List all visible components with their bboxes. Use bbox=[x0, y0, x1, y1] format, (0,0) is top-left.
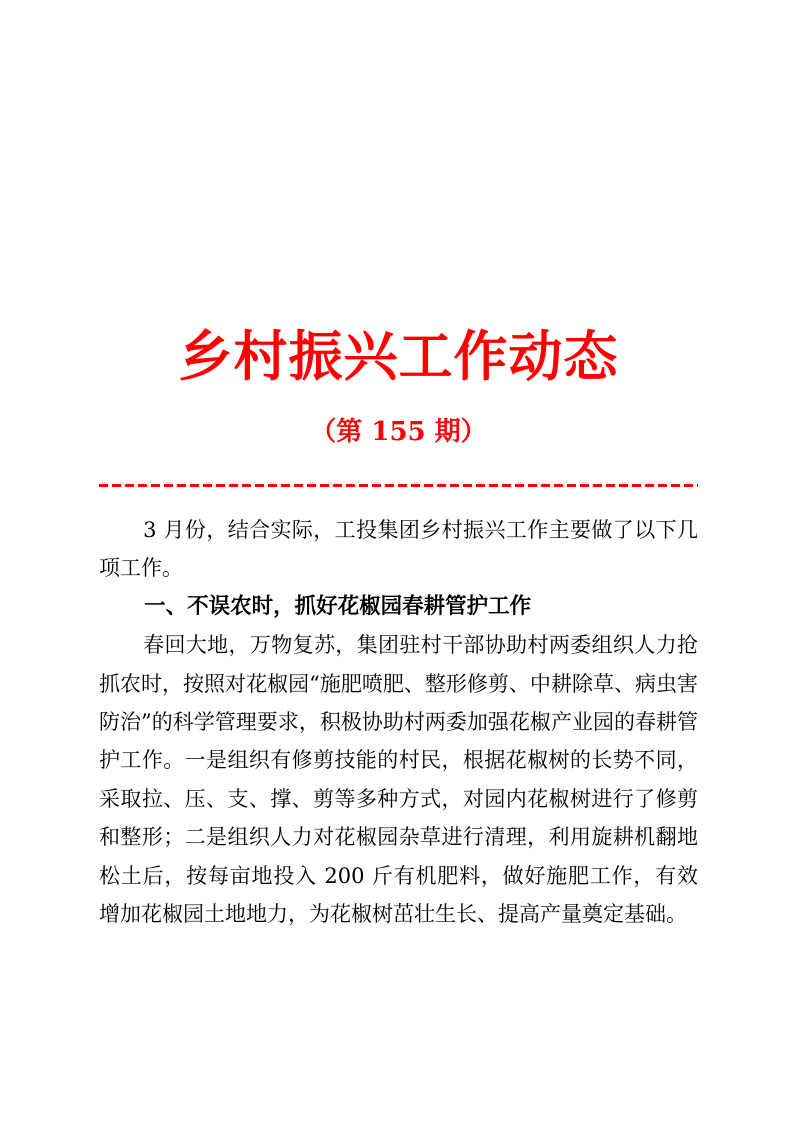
section-1-paragraph: 春回大地，万物复苏，集团驻村干部协助村两委组织人力抢抓农时，按照对花椒园“施肥喷肥、整形修剪、中耕除草、病虫害防治”的科学管理要求，积极协助村两委加强花椒产业园的春耕管护工作。一是组织有修剪技能的村民，根据花椒树的长势不同，采取拉、压、支、撑、剪等多种方式，对园内花椒树进行了修剪和整形；二是组织人力对花椒园杂草进行清理，利用旋耕机翻地松土后，按每亩地投入 200 斤有机肥料，做好施肥工作，有效增加花椒园土地地力，为花椒树茁壮生长、提高产量奠定基础。 bbox=[99, 633, 698, 927]
intro-paragraph: 3 月份，结合实际，工投集团乡村振兴工作主要做了以下几项工作。 bbox=[99, 518, 698, 581]
section-heading-1: 一、不误农时，抓好花椒园春耕管护工作 bbox=[144, 593, 532, 619]
issue-number: （第 155 期） bbox=[310, 417, 487, 447]
document-title: 乡村振兴工作动态 bbox=[178, 324, 619, 388]
document-body bbox=[99, 511, 698, 933]
red-dashed-divider bbox=[99, 484, 698, 487]
